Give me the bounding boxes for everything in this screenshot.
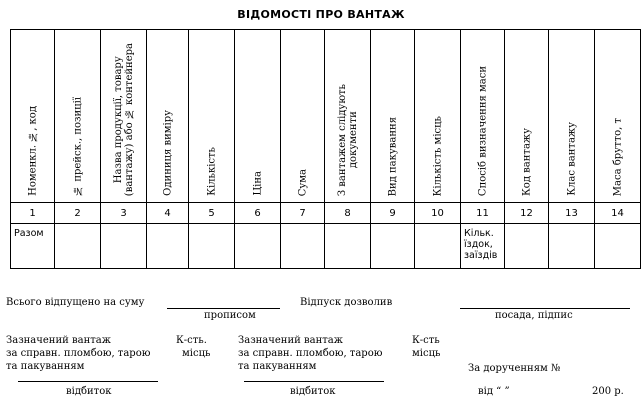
column-header: Кількість: [189, 30, 235, 203]
block2-imprint-caption: відбиток: [290, 386, 336, 397]
column-number: 4: [147, 203, 189, 224]
column-number: 9: [371, 203, 415, 224]
table-cell[interactable]: [147, 224, 189, 269]
column-number: 7: [281, 203, 325, 224]
block1-cargo-label: Зазначений вантаж: [6, 335, 111, 346]
column-header: Код вантажу: [505, 30, 549, 203]
totals-label: Разом: [14, 228, 44, 239]
page-title: ВІДОМОСТІ ПРО ВАНТАЖ: [237, 8, 405, 21]
column-number: 6: [235, 203, 281, 224]
trips-cell: [461, 224, 505, 269]
column-number-row: [11, 203, 641, 224]
column-number: 2: [55, 203, 101, 224]
table-cell[interactable]: [371, 224, 415, 269]
table-cell[interactable]: [325, 224, 371, 269]
column-header: Кількість місць: [415, 30, 461, 203]
position-signature-caption: посада, підпис: [495, 310, 573, 321]
column-header: Спосіб визначення маси: [461, 30, 505, 203]
block2-package-label: та пакуванням: [238, 361, 317, 372]
released-sum-label: Всього відпущено на суму: [6, 297, 145, 308]
column-header: Номенкл. №, код: [11, 30, 55, 203]
table-cell[interactable]: [235, 224, 281, 269]
column-header: Назва продукції, товару (вантажу) або № контейнера: [101, 30, 147, 203]
block1-seal-label: за справн. пломбою, тарою: [6, 348, 151, 359]
table-cell[interactable]: [505, 224, 549, 269]
column-header: Сума: [281, 30, 325, 203]
block1-imprint-line[interactable]: [18, 381, 158, 382]
trips-label: Кільк. їздок, заїздів: [464, 228, 498, 261]
block2-count-label: К-сть: [412, 335, 440, 346]
column-number: 10: [415, 203, 461, 224]
sum-line[interactable]: [167, 308, 280, 309]
block1-places-label: місць: [182, 348, 211, 359]
column-header: Одиниця виміру: [147, 30, 189, 203]
column-header: Клас вантажу: [549, 30, 595, 203]
column-number: 12: [505, 203, 549, 224]
cargo-table: [10, 29, 641, 269]
signature-line[interactable]: [460, 308, 630, 309]
block2-places-label: місць: [412, 348, 441, 359]
table-cell[interactable]: [281, 224, 325, 269]
column-number: 8: [325, 203, 371, 224]
column-header: З вантажем слідують документи: [325, 30, 371, 203]
table-cell[interactable]: [101, 224, 147, 269]
block2-imprint-line[interactable]: [244, 381, 384, 382]
column-number: 13: [549, 203, 595, 224]
table-cell[interactable]: [595, 224, 641, 269]
table-cell[interactable]: [55, 224, 101, 269]
header-row: [11, 30, 641, 203]
totals-row: [11, 224, 641, 269]
column-number: 3: [101, 203, 147, 224]
block2-seal-label: за справн. пломбою, тарою: [238, 348, 383, 359]
totals-label-cell: [11, 224, 55, 269]
column-number: 14: [595, 203, 641, 224]
block1-package-label: та пакуванням: [6, 361, 85, 372]
block2-cargo-label: Зазначений вантаж: [238, 335, 343, 346]
table-cell[interactable]: [415, 224, 461, 269]
column-number: 1: [11, 203, 55, 224]
column-number: 5: [189, 203, 235, 224]
release-allowed-label: Відпуск дозволив: [300, 297, 393, 308]
column-header: № прейск., позиції: [55, 30, 101, 203]
block1-imprint-caption: відбиток: [66, 386, 112, 397]
year-label: 200 р.: [592, 386, 624, 397]
column-header: Вид пакування: [371, 30, 415, 203]
block1-count-label: К-сть.: [176, 335, 207, 346]
power-of-attorney-label: За дорученням №: [468, 363, 561, 374]
in-words-caption: прописом: [204, 310, 256, 321]
table-cell[interactable]: [189, 224, 235, 269]
column-header: Маса брутто, т: [595, 30, 641, 203]
column-header: Ціна: [235, 30, 281, 203]
column-number: 11: [461, 203, 505, 224]
table-cell[interactable]: [549, 224, 595, 269]
date-from-label: від “ ”: [478, 386, 510, 397]
